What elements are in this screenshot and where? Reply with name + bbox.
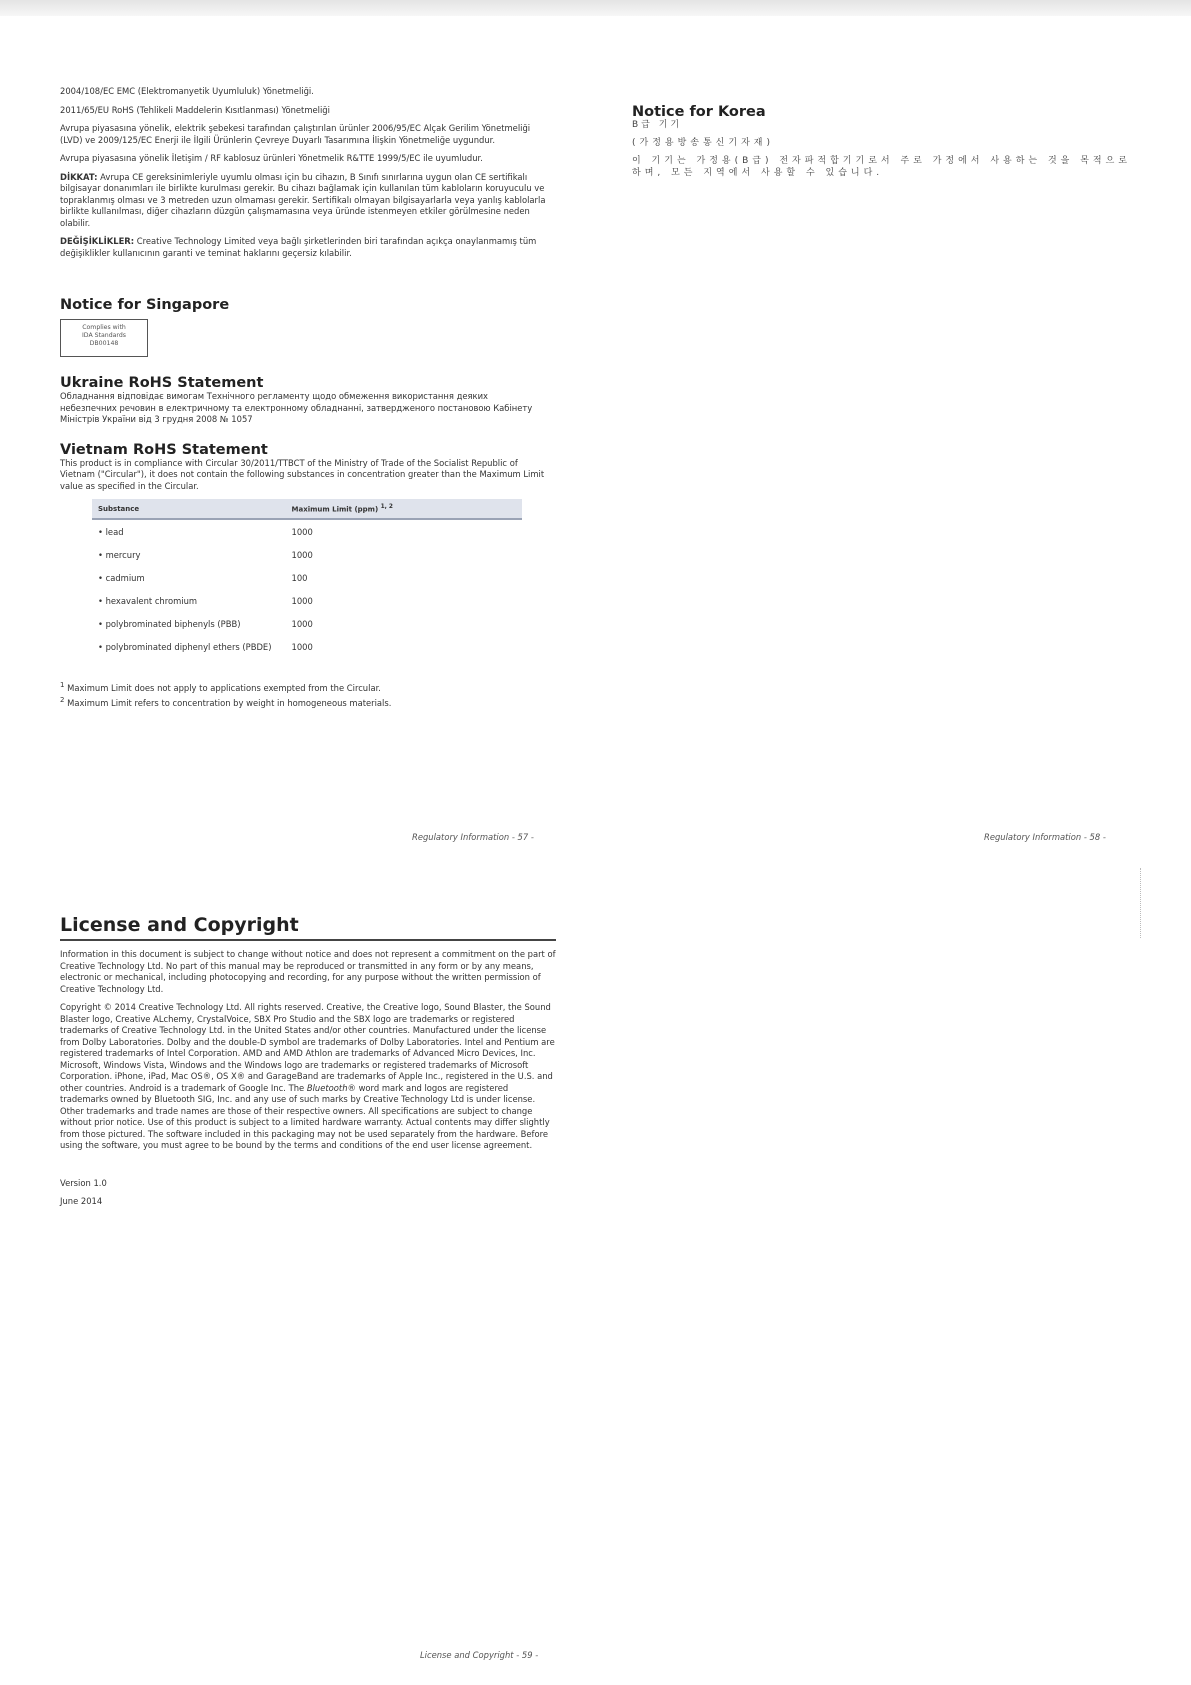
footnote-text: Maximum Limit refers to concentration by weight in homogeneous materials. <box>64 697 392 708</box>
substance-column-header: Substance <box>92 499 286 519</box>
limit-cell: 1000 <box>291 642 313 653</box>
dikkat-text: Avrupa CE gereksinimleriyle uyumlu olması için bu cihazın, B Sınıfı sınırlarına uygun olan CE sertifikalı bilgisayar donanımları ile birlikte kurulması gerekir. Bu cihazı bağlamak için kullanılan tüm kabloların koruyuculu ve topraklanmış olması ve 3 metreden uzun olmaması gerekir. Sertifikalı olmayan bilgisayarlarla veya yanlış kablolarla birlikte kullanılması, diğer cihazların düzgün çalışmamasına veya üründe istenmeyen etkiler görülmesine neden olabilir. <box>60 171 546 228</box>
turkish-line-rohs: 2011/65/EU RoHS (Tehlikeli Maddelerin Kısıtlanması) Yönetmeliği <box>60 104 330 115</box>
table-row <box>92 543 522 566</box>
ukraine-paragraph: Обладнання відповідає вимогам Технічного регламенту щодо обмеження використання деяких небезпечних речовин в електричному та електронному обладнанні, затвердженого постановою Кабінету Міністрів України від 3 грудня 2008 № 1057 <box>60 391 533 424</box>
table-header-row <box>92 499 522 519</box>
limit-column-header <box>286 499 523 519</box>
vietnam-paragraph: This product is in compliance with Circular 30/2011/TTBCT of the Ministry of Trade of the Socialist Republic of Vietnam ("Circular"), it does not contain the following substances in concentration greater than the Maximum Limit value as specified in the Circular. <box>60 457 545 491</box>
limit-cell: 1000 <box>291 619 313 630</box>
ida-line: IDA Standards <box>81 332 127 339</box>
ukraine-heading: Ukraine RoHS Statement <box>60 375 264 391</box>
footnote-text: Maximum Limit does not apply to applications exempted from the Circular. <box>64 683 381 694</box>
limit-cell: 1000 <box>291 527 313 538</box>
degisiklik-text: Creative Technology Limited veya bağlı şirketlerinden biri tarafından açıkça onaylanmamış tüm değişiklikler kullanıcının garanti ve teminat haklarını geçersiz kılabilir. <box>60 236 537 258</box>
page-59-footer: License and Copyright - 59 - <box>420 1650 539 1660</box>
ida-line: DB00148 <box>89 340 119 347</box>
license-paragraph-2 <box>60 1002 556 1152</box>
substance-cell: • polybrominated diphenyl ethers (PBDE) <box>92 635 286 658</box>
limit-cell: 100 <box>291 573 308 584</box>
page-59-content <box>60 914 556 1215</box>
license-heading: License and Copyright <box>60 914 556 941</box>
limit-cell: 1000 <box>291 550 313 561</box>
korea-equipment-line: (가정용방송통신기자재) <box>632 137 774 148</box>
substance-cell: • lead <box>92 519 286 543</box>
page-58-footer: Regulatory Information - 58 - <box>984 832 1106 842</box>
footnote <box>60 695 546 709</box>
korea-heading: Notice for Korea <box>632 104 766 120</box>
footnote <box>60 680 546 694</box>
version-line: Version 1.0 <box>60 1177 107 1188</box>
ida-compliance-label <box>60 319 148 357</box>
limit-header-superscript: 1, 2 <box>380 504 393 510</box>
substance-cell: • polybrominated biphenyls (PBB) <box>92 612 286 635</box>
license-paragraph-1: Information in this document is subject to change without notice and does not represent a commitment on the part of Creative Technology Ltd. No part of this manual may be reproduced or transmitted in any form or by any means, electronic or mechanical, including photocopying and recording, for any purpose without the written permission of Creative Technology Ltd. <box>60 949 556 994</box>
table-row <box>92 612 522 635</box>
table-row <box>92 566 522 589</box>
substance-cell: • mercury <box>92 543 286 566</box>
dikkat-label: DİKKAT: <box>60 171 98 182</box>
korea-notice-text: 이 기기는 가정용(B급) 전자파적합기기로서 주로 가정에서 사용하는 것을 목적으로 하며, 모든 지역에서 사용할 수 있습니다. <box>632 156 1131 178</box>
substance-cell: • cadmium <box>92 566 286 589</box>
limit-cell: 1000 <box>291 596 313 607</box>
korea-class-line: B급 기기 <box>632 120 683 130</box>
page-58-content <box>632 104 1132 185</box>
footnote-number: 2 <box>60 695 65 704</box>
turkish-line-rtte: Avrupa piyasasına yönelik İletişim / RF kablosuz ürünleri Yönetmelik R&TTE 1999/5/EC ile uyumludur. <box>60 153 483 163</box>
substance-cell: • hexavalent chromium <box>92 589 286 612</box>
footnote-number: 1 <box>60 681 65 690</box>
substance-table <box>92 499 522 658</box>
degisiklik-label: DEĞİŞİKLİKLER: <box>60 236 135 246</box>
scan-top-band <box>0 0 1191 16</box>
footnotes <box>60 680 546 709</box>
singapore-heading: Notice for Singapore <box>60 297 230 313</box>
vietnam-heading: Vietnam RoHS Statement <box>60 441 268 458</box>
dikkat-paragraph <box>60 172 546 230</box>
page-57-content <box>60 86 546 709</box>
page-57-footer: Regulatory Information - 57 - <box>412 832 534 842</box>
date-line: June 2014 <box>60 1196 103 1206</box>
limit-header-text: Maximum Limit (ppm) <box>291 505 379 514</box>
turkish-line-emc: 2004/108/EC EMC (Elektromanyetik Uyumluluk) Yönetmeliği. <box>60 86 314 96</box>
ida-line: Complies with <box>82 324 126 331</box>
turkish-line-lvd: Avrupa piyasasına yönelik, elektrik şebekesi tarafından çalıştırılan ürünler 2006/95/EC Alçak Gerilim Yönetmeliği (LVD) ve 2009/125/EC Enerji ile İlgili Ürünlerin Çevreye Duyarlı Tasarımına İlişkin Yönetmeliğe uygundur. <box>60 123 531 145</box>
table-row <box>92 589 522 612</box>
copyright-text: Copyright © 2014 Creative Technology Ltd. All rights reserved. Creative, the Creative logo, Sound Blaster, the Sound Blaster logo, Creative ALchemy, CrystalVoice, SBX Pro Studio and the SBX logo are trademarks or registered trademarks of Creative Technology Ltd. in the United States and/or other countries. Manufactured under the license from Dolby Laboratories. Dolby and the double-D symbol are trademarks of Dolby Laboratories. Intel and Pentium are registered trademarks of Intel Corporation. AMD and AMD Athlon are trademarks of Advanced Micro Devices, Inc. Microsoft, Windows Vista, Windows and the Windows logo are trademarks or registered trademarks of Microsoft Corporation. iPhone, iPad, Mac OS®, OS X® and GarageBand are trademarks of Apple Inc., registered in the U.S. and other countries. Android is a trademark of Google Inc. The <box>60 1002 555 1093</box>
table-row <box>92 635 522 658</box>
degisiklik-paragraph <box>60 236 546 259</box>
bluetooth-mark: Bluetooth® <box>306 1082 356 1093</box>
copyright-text-cont: word mark and logos are registered trademarks owned by Bluetooth SIG, Inc. and any use of such marks by Creative Technology Ltd is under license. Other trademarks and trade names are those of their respective owners. All specifications are subject to change without prior notice. Use of this product is subject to a limited hardware warranty. Actual contents may differ slightly from those pictured. The software included in this packaging may not be used separately from the hardware. Before using the software, you must agree to be bound by the terms and conditions of the end user license agreement. <box>60 1082 550 1150</box>
table-row <box>92 519 522 543</box>
scan-margin-mark <box>1140 868 1175 938</box>
